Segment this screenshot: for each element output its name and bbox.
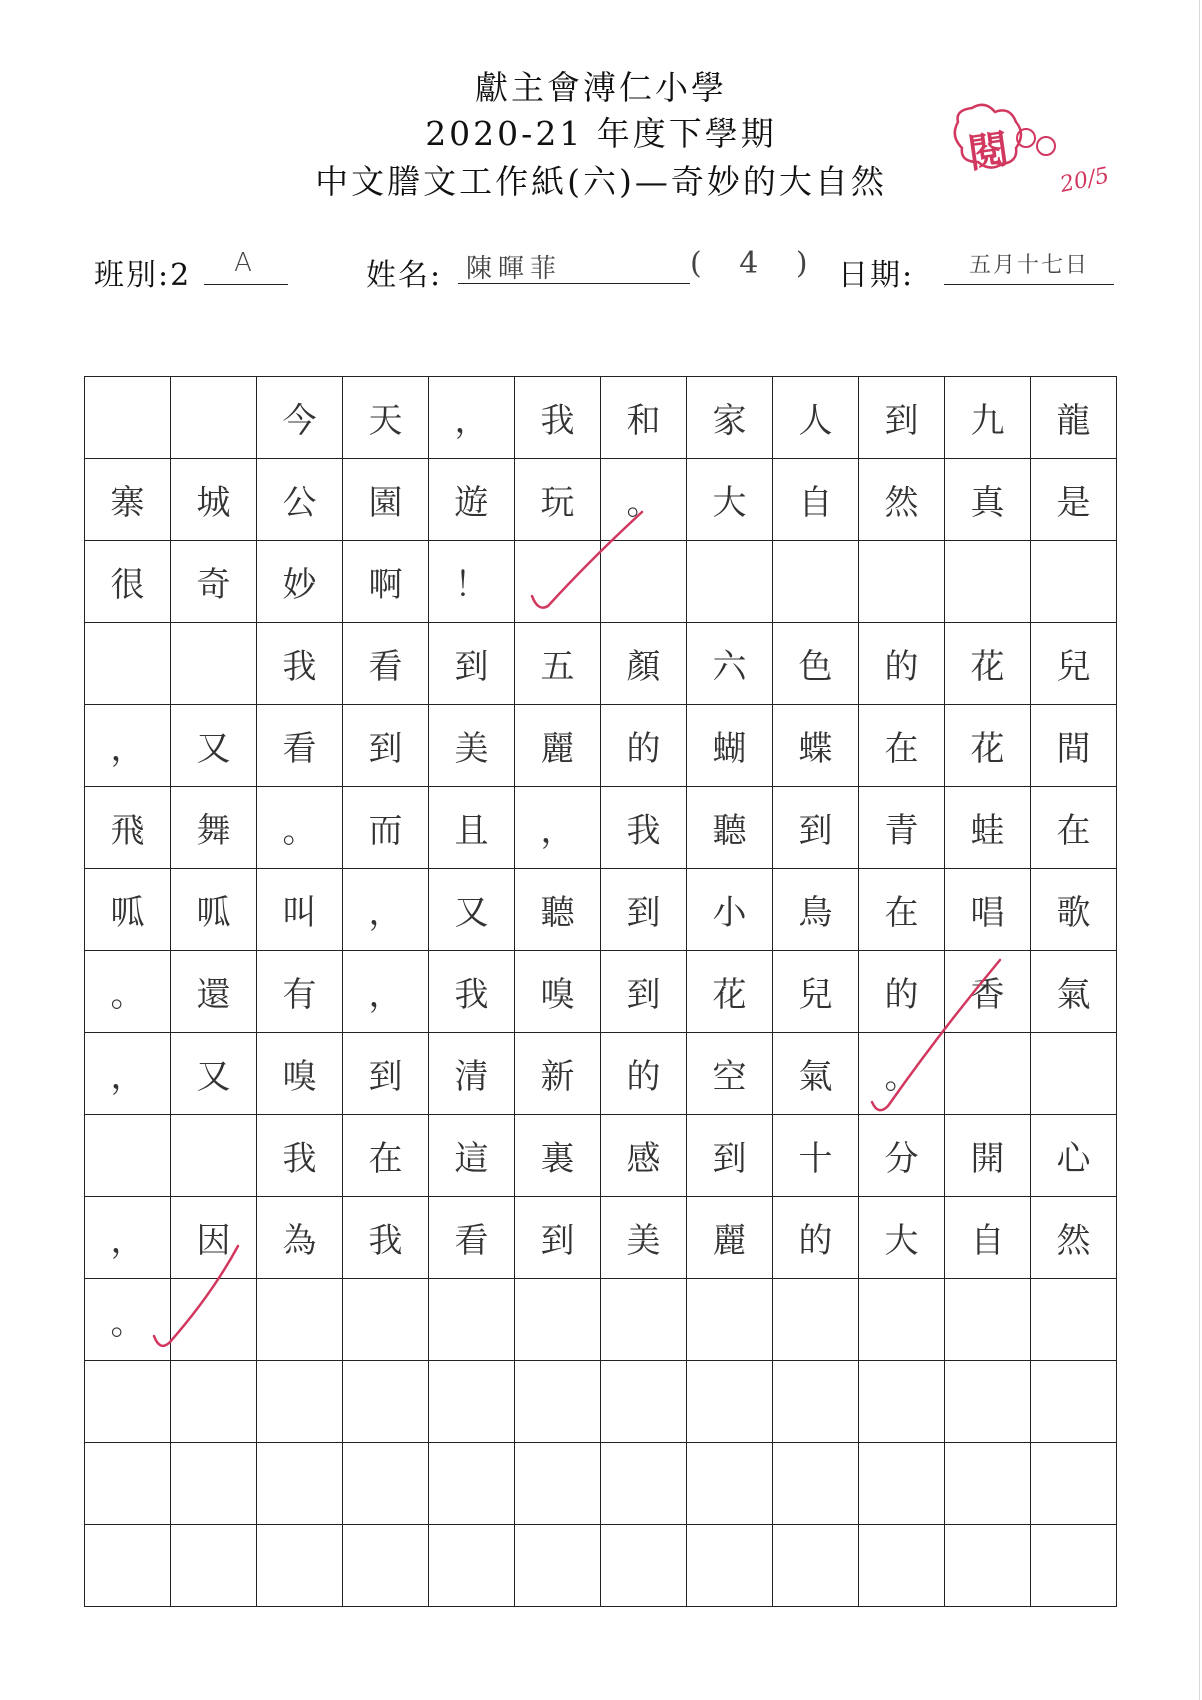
grid-cell: 清 xyxy=(429,1033,515,1115)
grid-row xyxy=(85,1361,1117,1443)
grid-row xyxy=(85,787,1117,869)
grid-cell: 唱 xyxy=(945,869,1031,951)
grid-cell xyxy=(945,541,1031,623)
teacher-read-stamp: 閱 xyxy=(965,125,1012,178)
grid-cell xyxy=(859,1525,945,1607)
grid-cell xyxy=(687,1443,773,1525)
grid-cell: 麗 xyxy=(687,1197,773,1279)
grid-cell: 顏 xyxy=(601,623,687,705)
grid-row xyxy=(85,705,1117,787)
grid-cell xyxy=(515,1361,601,1443)
grid-cell xyxy=(343,1525,429,1607)
grid-cell: ， xyxy=(85,705,171,787)
school-name: 獻主會溥仁小學 xyxy=(475,68,727,107)
grid-cell xyxy=(1031,1525,1117,1607)
grid-cell xyxy=(773,1279,859,1361)
grid-cell xyxy=(257,1279,343,1361)
grid-cell: 到 xyxy=(515,1197,601,1279)
grid-cell: 公 xyxy=(257,459,343,541)
grid-cell: 啊 xyxy=(343,541,429,623)
grid-cell xyxy=(171,623,257,705)
grid-cell xyxy=(601,1279,687,1361)
grid-cell xyxy=(1031,1279,1117,1361)
grid-cell: 玩 xyxy=(515,459,601,541)
name-label: 姓名: xyxy=(366,258,443,293)
grid-cell: 嗅 xyxy=(257,1033,343,1115)
grid-cell: 花 xyxy=(945,705,1031,787)
grid-cell: 呱 xyxy=(85,869,171,951)
grid-cell: 看 xyxy=(429,1197,515,1279)
grid-cell: 花 xyxy=(945,623,1031,705)
grid-cell: 又 xyxy=(171,1033,257,1115)
grid-cell: 的 xyxy=(601,705,687,787)
grid-cell xyxy=(773,1361,859,1443)
grid-cell: 空 xyxy=(687,1033,773,1115)
grid-cell: 妙 xyxy=(257,541,343,623)
grid-cell xyxy=(171,1279,257,1361)
grid-cell: 兒 xyxy=(1031,623,1117,705)
grid-cell: 新 xyxy=(515,1033,601,1115)
grid-cell: 大 xyxy=(859,1197,945,1279)
grid-cell: 真 xyxy=(945,459,1031,541)
grid-cell: 遊 xyxy=(429,459,515,541)
grid-cell: 到 xyxy=(601,869,687,951)
grid-cell: 龍 xyxy=(1031,377,1117,459)
grid-cell: 。 xyxy=(601,459,687,541)
grid-cell: 香 xyxy=(945,951,1031,1033)
grid-cell: 到 xyxy=(601,951,687,1033)
class-label: 班別:2 xyxy=(94,258,192,293)
grid-cell: 又 xyxy=(429,869,515,951)
grid-cell: 小 xyxy=(687,869,773,951)
grid-cell: 鳥 xyxy=(773,869,859,951)
grid-cell: 呱 xyxy=(171,869,257,951)
grid-row xyxy=(85,459,1117,541)
grid-cell xyxy=(945,1443,1031,1525)
grid-cell: 還 xyxy=(171,951,257,1033)
grid-cell: 的 xyxy=(773,1197,859,1279)
grid-cell xyxy=(343,1361,429,1443)
grid-cell: 到 xyxy=(343,705,429,787)
grid-row xyxy=(85,869,1117,951)
date-label: 日期: xyxy=(838,258,915,293)
grid-cell: 然 xyxy=(1031,1197,1117,1279)
grid-cell: 園 xyxy=(343,459,429,541)
worksheet-title: 中文謄文工作紙(六)—奇妙的大自然 xyxy=(315,162,887,201)
grid-cell: 看 xyxy=(257,705,343,787)
page-edge xyxy=(1199,0,1200,1700)
grid-cell: 蛙 xyxy=(945,787,1031,869)
grid-cell: 五 xyxy=(515,623,601,705)
grid-cell xyxy=(343,1443,429,1525)
grid-cell xyxy=(1031,541,1117,623)
grid-row xyxy=(85,1197,1117,1279)
grid-cell: 的 xyxy=(859,951,945,1033)
grid-cell: 十 xyxy=(773,1115,859,1197)
grid-row xyxy=(85,623,1117,705)
grid-cell: 今 xyxy=(257,377,343,459)
grid-cell: 。 xyxy=(859,1033,945,1115)
grid-row xyxy=(85,1443,1117,1525)
grid-cell: 六 xyxy=(687,623,773,705)
grid-cell xyxy=(1031,1361,1117,1443)
grid-cell xyxy=(171,1115,257,1197)
grid-cell: 又 xyxy=(171,705,257,787)
grid-cell: ， xyxy=(515,787,601,869)
grid-cell xyxy=(515,1443,601,1525)
grid-cell: 我 xyxy=(257,623,343,705)
grid-cell xyxy=(85,1115,171,1197)
grid-cell: ， xyxy=(343,869,429,951)
grid-cell: 花 xyxy=(687,951,773,1033)
grid-cell xyxy=(257,1525,343,1607)
grid-cell: 。 xyxy=(85,1279,171,1361)
grid-cell: 蝴 xyxy=(687,705,773,787)
grid-cell: 在 xyxy=(859,705,945,787)
grid-cell: 家 xyxy=(687,377,773,459)
grid-cell xyxy=(515,1525,601,1607)
grid-cell: 裏 xyxy=(515,1115,601,1197)
grid-cell: 氣 xyxy=(1031,951,1117,1033)
grid-row xyxy=(85,951,1117,1033)
grid-cell: 這 xyxy=(429,1115,515,1197)
grid-cell: 。 xyxy=(85,951,171,1033)
grid-row xyxy=(85,1115,1117,1197)
grid-row xyxy=(85,1033,1117,1115)
teacher-stamp-date: 20/5 xyxy=(1057,163,1112,198)
grid-cell xyxy=(773,1443,859,1525)
grid-cell: 氣 xyxy=(773,1033,859,1115)
grid-cell xyxy=(85,1443,171,1525)
grid-cell: 在 xyxy=(343,1115,429,1197)
grid-cell: 麗 xyxy=(515,705,601,787)
grid-cell: 美 xyxy=(429,705,515,787)
grid-cell: 看 xyxy=(343,623,429,705)
grid-cell: 間 xyxy=(1031,705,1117,787)
grid-cell: 人 xyxy=(773,377,859,459)
grid-cell xyxy=(171,377,257,459)
grid-cell: ， xyxy=(85,1033,171,1115)
grid-cell: 開 xyxy=(945,1115,1031,1197)
grid-cell: 分 xyxy=(859,1115,945,1197)
grid-cell: 為 xyxy=(257,1197,343,1279)
grid-cell xyxy=(429,1279,515,1361)
grid-cell xyxy=(429,1525,515,1607)
grid-cell: 兒 xyxy=(773,951,859,1033)
grid-cell xyxy=(601,1443,687,1525)
grid-cell xyxy=(171,1443,257,1525)
grid-cell: 而 xyxy=(343,787,429,869)
grid-cell xyxy=(85,377,171,459)
grid-row xyxy=(85,541,1117,623)
grid-cell: 我 xyxy=(343,1197,429,1279)
grid-cell xyxy=(601,1525,687,1607)
writing-grid xyxy=(84,376,1117,1607)
grid-cell xyxy=(945,1525,1031,1607)
grid-cell xyxy=(859,1361,945,1443)
grid-cell: 天 xyxy=(343,377,429,459)
grid-cell xyxy=(859,541,945,623)
grid-cell xyxy=(687,541,773,623)
grid-cell xyxy=(601,541,687,623)
grid-cell xyxy=(687,1279,773,1361)
student-number: ( 4 ) xyxy=(690,246,822,281)
grid-row xyxy=(85,1525,1117,1607)
name-field: 陳暉菲 xyxy=(458,248,690,284)
grid-cell: 是 xyxy=(1031,459,1117,541)
grid-cell: 九 xyxy=(945,377,1031,459)
grid-cell: 自 xyxy=(773,459,859,541)
grid-cell xyxy=(1031,1033,1117,1115)
grid-cell: 蝶 xyxy=(773,705,859,787)
grid-cell xyxy=(257,1443,343,1525)
grid-cell: 自 xyxy=(945,1197,1031,1279)
grid-cell: 我 xyxy=(257,1115,343,1197)
grid-cell xyxy=(945,1361,1031,1443)
grid-cell: ， xyxy=(343,951,429,1033)
grid-cell: 的 xyxy=(601,1033,687,1115)
grid-cell: 到 xyxy=(773,787,859,869)
grid-cell: ！ xyxy=(429,541,515,623)
grid-cell: 到 xyxy=(859,377,945,459)
grid-cell: 城 xyxy=(171,459,257,541)
grid-cell: ， xyxy=(429,377,515,459)
grid-cell: 青 xyxy=(859,787,945,869)
grid-cell xyxy=(85,623,171,705)
grid-cell: 我 xyxy=(515,377,601,459)
grid-cell xyxy=(687,1525,773,1607)
grid-cell: 到 xyxy=(343,1033,429,1115)
grid-cell xyxy=(773,541,859,623)
grid-cell: 聽 xyxy=(515,869,601,951)
grid-cell: 和 xyxy=(601,377,687,459)
grid-cell: ， xyxy=(85,1197,171,1279)
grid-cell: 到 xyxy=(687,1115,773,1197)
grid-cell: 。 xyxy=(257,787,343,869)
grid-cell: 心 xyxy=(1031,1115,1117,1197)
grid-cell: 因 xyxy=(171,1197,257,1279)
grid-cell xyxy=(601,1361,687,1443)
grid-cell: 舞 xyxy=(171,787,257,869)
grid-cell: 在 xyxy=(1031,787,1117,869)
term-line: 2020-21 年度下學期 xyxy=(425,114,777,153)
grid-cell xyxy=(85,1525,171,1607)
grid-cell xyxy=(429,1443,515,1525)
grid-cell: 大 xyxy=(687,459,773,541)
grid-cell xyxy=(515,541,601,623)
grid-cell xyxy=(171,1525,257,1607)
grid-cell: 叫 xyxy=(257,869,343,951)
grid-cell xyxy=(859,1279,945,1361)
grid-cell: 到 xyxy=(429,623,515,705)
grid-cell xyxy=(773,1525,859,1607)
grid-cell: 感 xyxy=(601,1115,687,1197)
grid-cell xyxy=(515,1279,601,1361)
grid-cell: 飛 xyxy=(85,787,171,869)
grid-cell: 聽 xyxy=(687,787,773,869)
grid-cell: 且 xyxy=(429,787,515,869)
grid-cell: 很 xyxy=(85,541,171,623)
grid-row xyxy=(85,1279,1117,1361)
grid-cell xyxy=(687,1361,773,1443)
grid-cell: 嗅 xyxy=(515,951,601,1033)
grid-cell: 美 xyxy=(601,1197,687,1279)
grid-cell: 然 xyxy=(859,459,945,541)
grid-cell xyxy=(859,1443,945,1525)
grid-cell: 的 xyxy=(859,623,945,705)
grid-cell: 色 xyxy=(773,623,859,705)
class-field: A xyxy=(204,248,288,285)
grid-row xyxy=(85,377,1117,459)
grid-cell xyxy=(257,1361,343,1443)
grid-cell xyxy=(945,1279,1031,1361)
grid-cell: 歌 xyxy=(1031,869,1117,951)
grid-cell xyxy=(85,1361,171,1443)
grid-cell xyxy=(1031,1443,1117,1525)
grid-cell xyxy=(343,1279,429,1361)
grid-cell: 我 xyxy=(429,951,515,1033)
grid-cell: 寨 xyxy=(85,459,171,541)
date-field: 五月十七日 xyxy=(944,248,1114,285)
grid-cell xyxy=(945,1033,1031,1115)
grid-cell: 有 xyxy=(257,951,343,1033)
grid-cell xyxy=(429,1361,515,1443)
grid-cell: 奇 xyxy=(171,541,257,623)
grid-cell: 在 xyxy=(859,869,945,951)
grid-cell: 我 xyxy=(601,787,687,869)
grid-cell xyxy=(171,1361,257,1443)
